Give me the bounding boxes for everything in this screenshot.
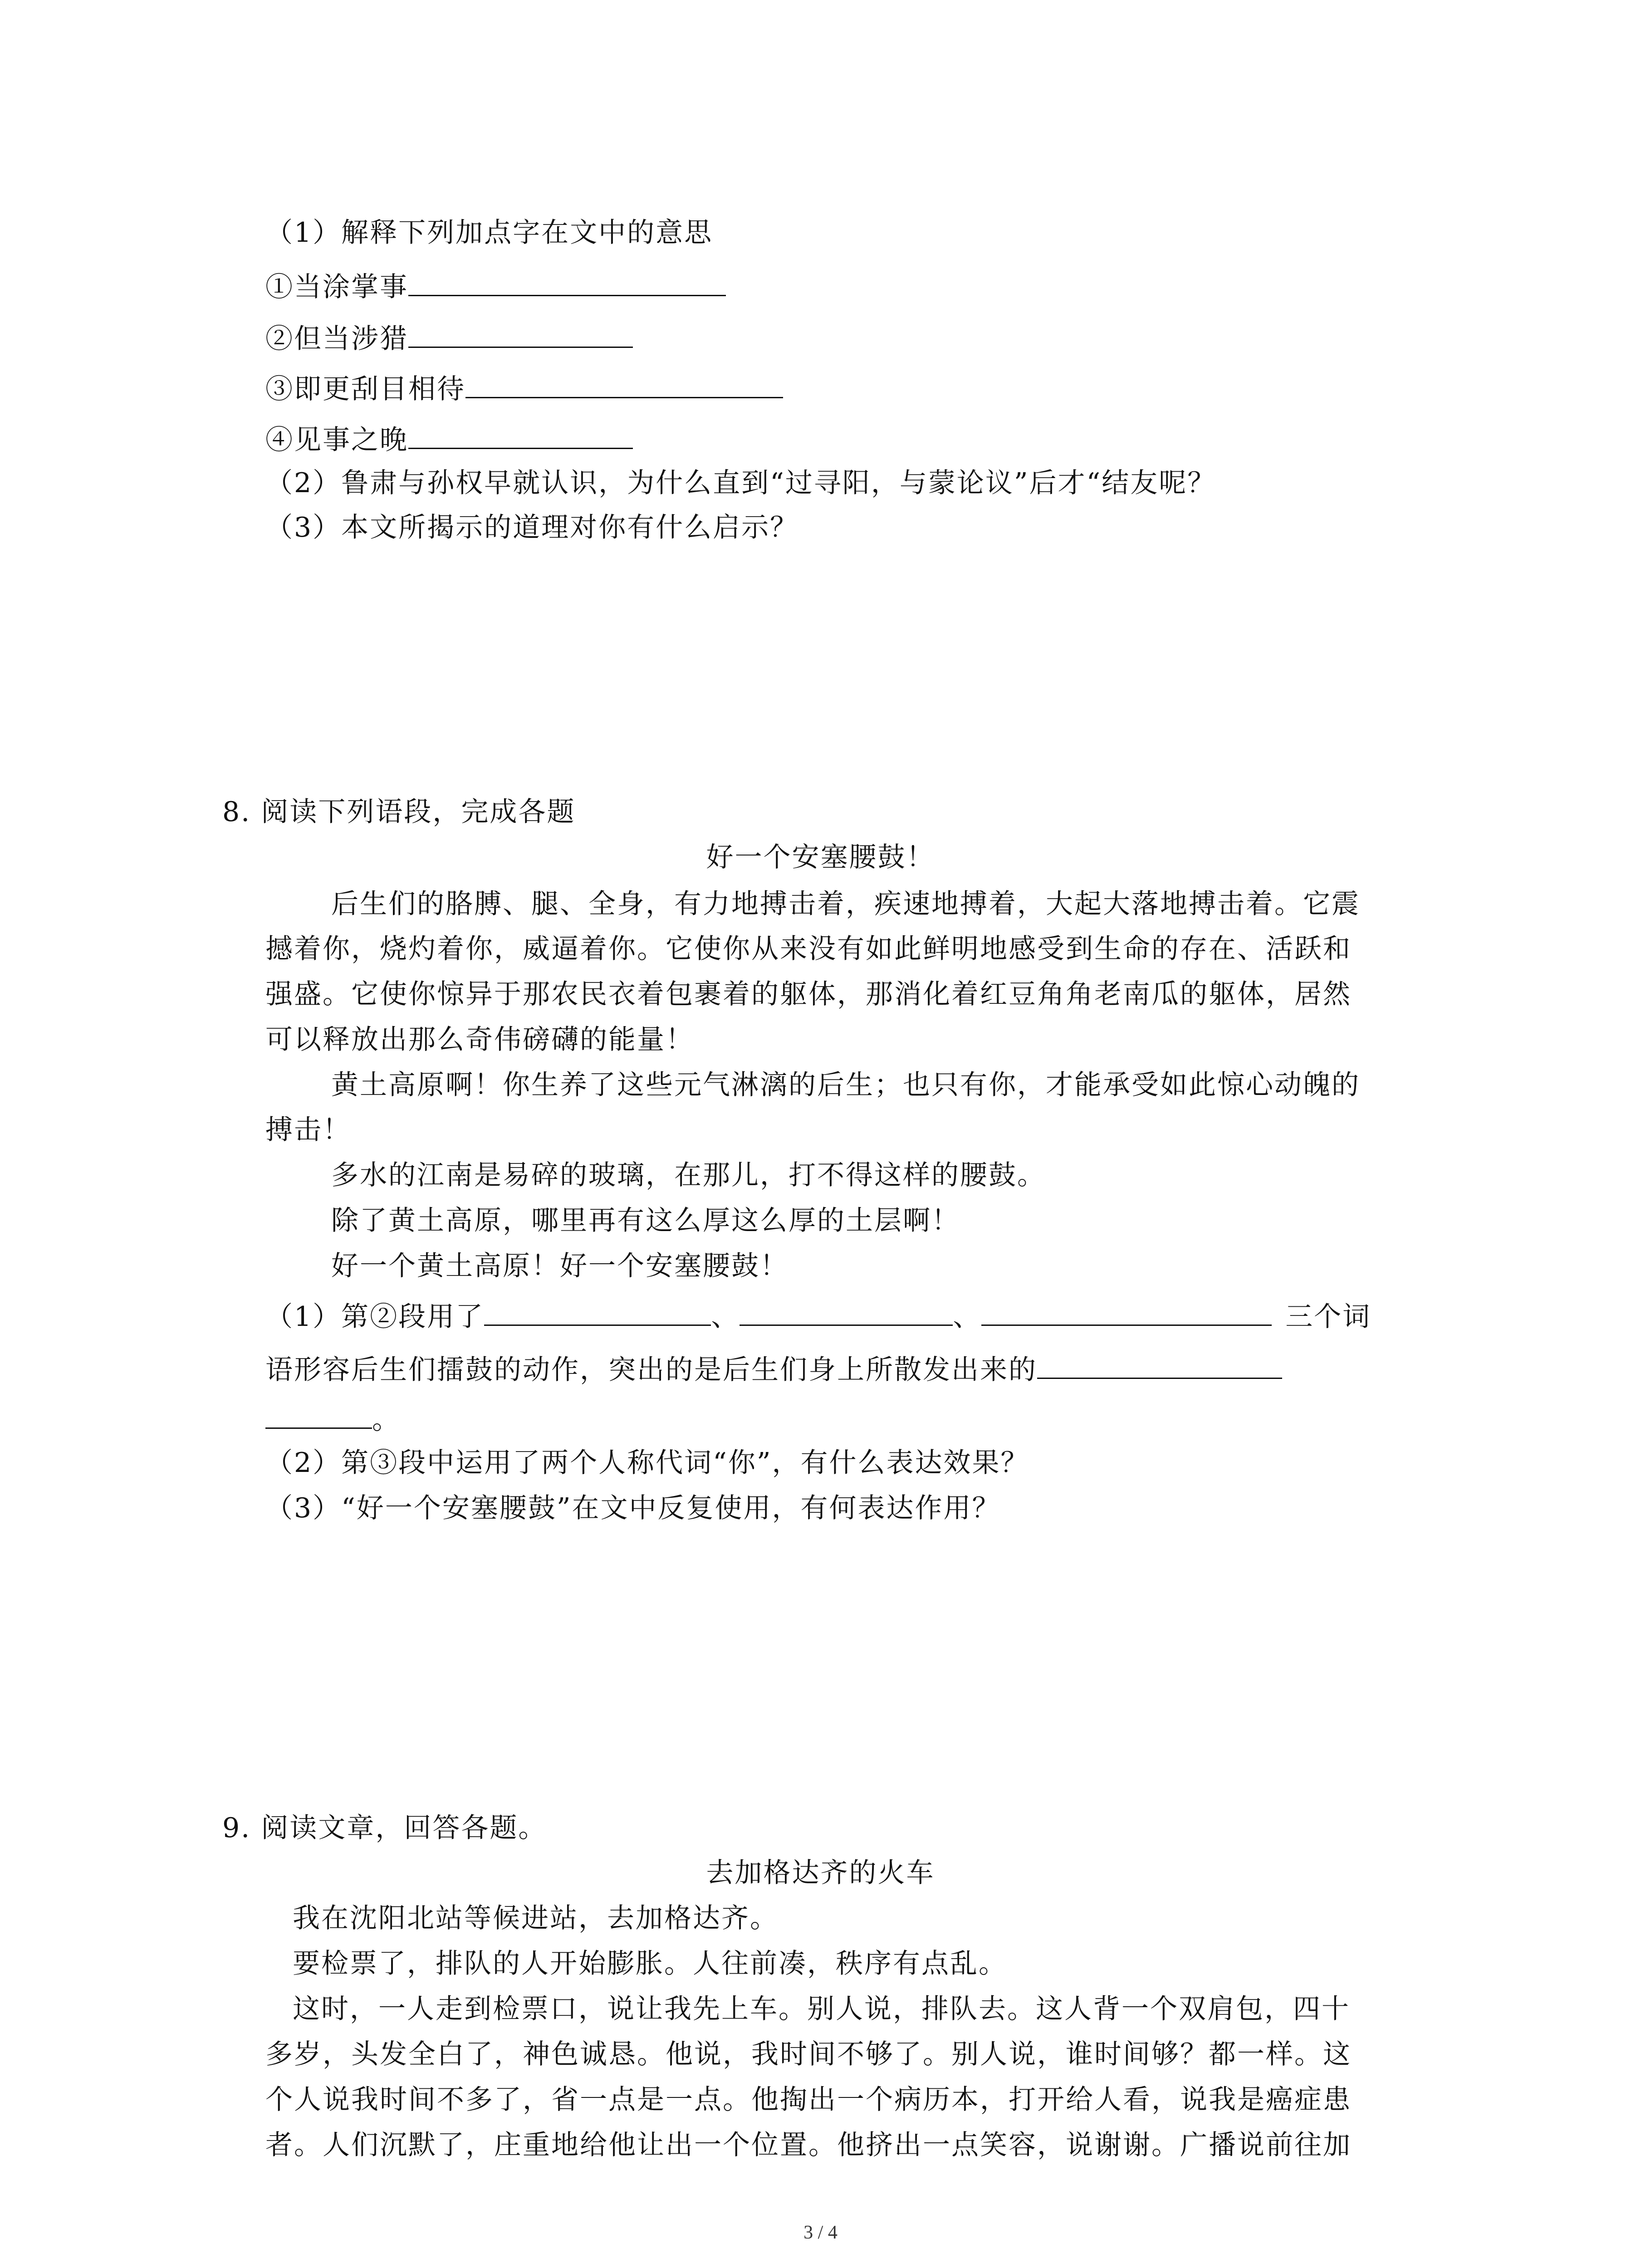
answer-blank[interactable] (981, 1324, 1272, 1326)
q8-p4: 除了黄土高原，哪里再有这么厚这么厚的土层啊！ (331, 1205, 960, 1237)
q7-item-4 (265, 424, 633, 456)
q9-p1: 我在沈阳北站等候进站，去加格达齐。 (293, 1902, 779, 1934)
q8-sub1-text: （1）第②段用了 (265, 1301, 485, 1333)
q9-p2: 要检票了，排队的人开始膨胀。人往前凑，秩序有点乱。 (293, 1948, 1007, 1980)
q7-sub3: （3）本文所揭示的道理对你有什么启示？ (265, 512, 799, 543)
q9-p3-line: 这时，一人走到检票口，说让我先上车。别人说，排队去。这人背一个双肩包，四十 (293, 1993, 1350, 2025)
q9-p3-line: 个人说我时间不多了，省一点是一点。他掏出一个病历本，打开给人看，说我是癌症患 (265, 2084, 1352, 2116)
q8-sub3: （3）“好一个安塞腰鼓”在文中反复使用，有何表达作用？ (265, 1492, 1001, 1524)
answer-blank[interactable] (1037, 1377, 1282, 1379)
q8-passage-title: 好一个安塞腰鼓！ (706, 841, 935, 873)
answer-blank[interactable] (740, 1324, 953, 1326)
q7-item-1-text: ①当涂掌事 (265, 271, 408, 303)
q8-sub1-line1 (265, 1301, 1371, 1333)
q7-item-4-text: ④见事之晚 (265, 424, 408, 456)
answer-blank[interactable] (484, 1324, 711, 1326)
answer-blank[interactable] (408, 447, 633, 449)
q8-sub1-line2 (265, 1354, 1282, 1386)
q8-p1-line: 后生们的胳膊、腿、全身，有力地搏击着，疾速地搏着，大起大落地搏击着。它震 (331, 888, 1360, 920)
q7-sub2: （2）鲁肃与孙权早就认识，为什么直到“过寻阳，与蒙论议”后才“结友呢？ (265, 467, 1216, 499)
answer-blank[interactable] (408, 294, 726, 296)
q7-sub1: （1）解释下列加点字在文中的意思 (265, 217, 713, 249)
q8-sub2: （2）第③段中运用了两个人称代词“你”，有什么表达效果？ (265, 1447, 1029, 1479)
q8-p5: 好一个黄土高原！好一个安塞腰鼓！ (331, 1250, 789, 1282)
answer-blank[interactable] (408, 346, 633, 348)
q7-item-1 (265, 271, 726, 303)
q9-heading: 9. 阅读文章，回答各题。 (222, 1812, 547, 1844)
q8-p2-line: 黄土高原啊！你生养了这些元气淋漓的后生；也只有你，才能承受如此惊心动魄的 (331, 1069, 1360, 1101)
q8-sub1-text: 。 (372, 1404, 401, 1436)
q8-p1-line: 强盛。它使你惊异于那农民衣着包裹着的躯体，那消化着红豆角角老南瓜的躯体，居然 (265, 978, 1352, 1010)
q8-heading: 8. 阅读下列语段，完成各题 (222, 796, 576, 828)
answer-blank[interactable] (265, 1427, 372, 1429)
q8-p2-line: 搏击！ (265, 1114, 351, 1146)
q7-item-2-text: ②但当涉猎 (265, 323, 408, 355)
q8-p1-line: 撼着你，烧灼着你，威逼着你。它使你从来没有如此鲜明地感受到生命的存在、活跃和 (265, 933, 1352, 965)
q9-passage-title: 去加格达齐的火车 (706, 1857, 935, 1889)
separator: 、 (953, 1301, 982, 1333)
q9-p3-line: 多岁，头发全白了，神色诚恳。他说，我时间不够了。别人说，谁时间够？都一样。这 (265, 2038, 1352, 2070)
answer-blank[interactable] (465, 396, 783, 398)
q8-sub1-text: 三个词 (1285, 1301, 1372, 1333)
q9-p3-line: 者。人们沉默了，庄重地给他让出一个位置。他挤出一点笑容，说谢谢。广播说前往加 (265, 2129, 1352, 2161)
separator: 、 (711, 1301, 740, 1333)
q7-item-3 (265, 373, 783, 405)
q8-p3: 多水的江南是易碎的玻璃，在那儿，打不得这样的腰鼓。 (331, 1159, 1046, 1191)
q8-sub1-line3 (265, 1404, 401, 1436)
q8-p1-line: 可以释放出那么奇伟磅礴的能量！ (265, 1024, 694, 1056)
q7-item-2 (265, 323, 633, 355)
page-number: 3 / 4 (803, 2222, 838, 2243)
q8-sub1-text: 语形容后生们擂鼓的动作，突出的是后生们身上所散发出来的 (265, 1354, 1037, 1386)
q7-item-3-text: ③即更刮目相待 (265, 373, 465, 405)
